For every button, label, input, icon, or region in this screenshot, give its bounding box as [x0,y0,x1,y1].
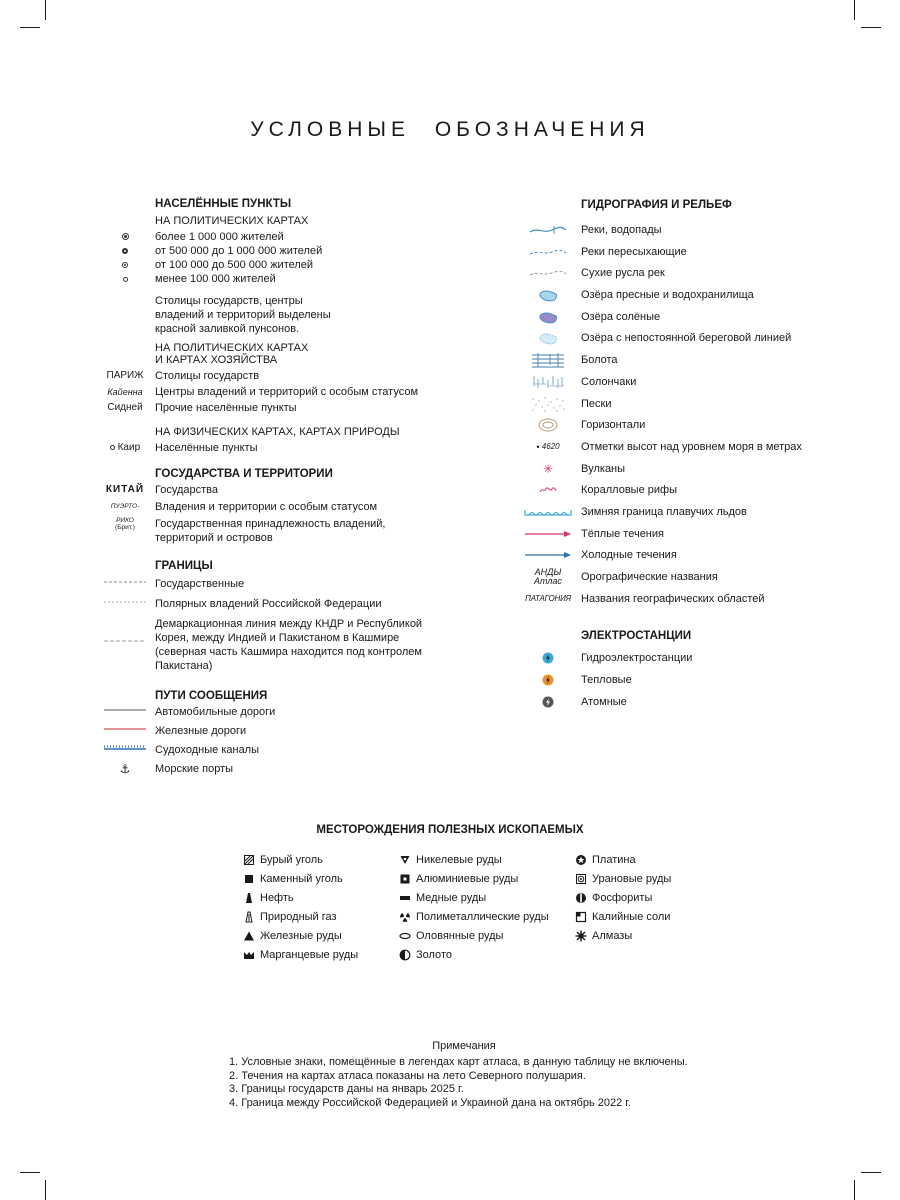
political-maps-heading: НА ПОЛИТИЧЕСКИХ КАРТАХ [155,215,309,227]
mineral-item: Нефть [243,891,358,910]
crop-mark [45,1180,46,1200]
capital-sample: ПАРИЖ [106,370,144,381]
political-econ-heading: НА ПОЛИТИЧЕСКИХ КАРТАХ И КАРТАХ ХОЗЯЙСТВА [155,342,309,366]
salt-marsh-icon [524,375,572,389]
physical-city-sample: Каир [103,441,147,455]
road-icon [103,705,147,719]
mineral-item: Марганцевые руды [243,948,358,967]
legend-item: ⚓ Морские порты [103,762,463,776]
legend-item: Озёра пресные и водохранилища [524,288,854,310]
legend-item: Судоходные каналы [103,743,463,757]
ice-limit-icon [524,505,572,519]
legend-item: Горизонтали [524,418,854,440]
mineral-item: Полиметаллические руды [399,910,549,929]
note-item: 1. Условные знаки, помещённые в легендах карт атласа, в данную таблицу не включены. [229,1056,688,1068]
river-icon [524,223,572,237]
borders-heading: ГРАНИЦЫ [155,560,213,572]
crop-mark [20,1172,40,1173]
legend-item: менее 100 000 жителей [103,272,463,286]
gold-icon [399,949,411,961]
platinum-icon [575,854,587,866]
intermittent-river-icon [524,245,572,259]
copper-ore-icon [399,892,411,904]
note-item: 4. Граница между Российской Федерацией и Украиной дана на октябрь 2022 г. [229,1096,631,1109]
legend-item: (Брит.) Государственная принадлежность владений, территорий и островов [103,517,463,545]
nickel-ore-icon [399,854,411,866]
other-city-sample: Сидней [107,402,143,413]
variable-lake-icon [524,331,572,345]
aluminium-ore-icon [399,873,411,885]
state-sample: КИТАЙ [105,484,145,495]
demarcation-line-icon [103,636,147,650]
natural-gas-icon [243,911,255,923]
legend-item: Пески [524,397,854,419]
city-500k-icon [103,244,147,258]
legend-item: КИТАЙ Государства [103,483,463,497]
thermal-plant-icon [524,673,572,687]
mineral-item: Алмазы [575,929,671,948]
legend-item: Гидроэлектростанции [524,651,854,673]
capitals-note: Столицы государств, центры владений и территорий выделены красной заливкой пунсонов. [155,295,331,335]
note-item: 2. Течения на картах атласа показаны на лето Северного полушария. [229,1069,586,1082]
uranium-ore-icon [575,873,587,885]
warm-current-icon [524,527,572,541]
legend-item: Кайенна Центры владений и территорий с особым статусом [103,385,463,399]
nuclear-plant-icon [524,695,572,709]
diamond-icon [575,930,587,942]
legend-right-column [524,198,854,716]
mineral-item: Железные руды [243,929,358,948]
coral-reef-icon [524,483,572,497]
legend-item: Тепловые [524,673,854,695]
potash-salt-icon [575,911,587,923]
legend-item: от 100 000 до 500 000 жителей [103,258,463,272]
legend-item: Каир Населённые пункты [103,441,463,455]
legend-item: ПАТАГОНИЯ Названия географических областей [525,592,765,605]
legend-item: более 1 000 000 жителей [103,230,463,244]
dry-riverbed-icon [524,266,572,280]
hydro-heading: ГИДРОГРАФИЯ И РЕЛЬЕФ [581,199,732,211]
mineral-item: Золото [399,948,549,967]
polymetallic-ore-icon [399,911,411,923]
legend-item: Зимняя граница плавучих льдов [524,505,854,527]
hydro-plant-icon [524,651,572,665]
polar-border-icon [103,597,147,611]
legend-item: Атомные [524,695,854,717]
states-heading: ГОСУДАРСТВА И ТЕРРИТОРИИ [155,468,333,480]
affiliation-sample: (Брит.) [115,524,135,531]
minerals-heading: МЕСТОРОЖДЕНИЯ ПОЛЕЗНЫХ ИСКОПАЕМЫХ [316,824,584,836]
sand-icon [524,397,572,411]
minerals-column-1 [243,853,358,967]
mineral-item: Фосфориты [575,891,671,910]
volcano-icon: ✳ [542,461,554,476]
state-border-icon [103,577,147,591]
notes [229,1040,749,1110]
region-sample: ПАТАГОНИЯ [525,593,571,603]
notes-heading: Примечания [432,1040,496,1052]
legend-item: ПАРИЖ Столицы государств [103,369,463,383]
oil-icon [243,892,255,904]
tin-ore-icon [399,930,411,942]
mineral-item: Алюминиевые руды [399,872,549,891]
legend-item: Автомобильные дороги [103,705,463,719]
minerals-column-2 [399,853,549,967]
page-title: УСЛОВНЫЕ ОБОЗНАЧЕНИЯ [250,118,650,141]
hard-coal-icon [243,873,255,885]
legend-item: • 4620 Отметки высот над уровнем моря в метрах [524,440,854,462]
legend-item: Сухие русла рек [524,266,854,288]
settlements-heading: НАСЕЛЁННЫЕ ПУНКТЫ [155,198,292,210]
phosphorite-icon [575,892,587,904]
power-heading: ЭЛЕКТРОСТАНЦИИ [581,630,692,643]
legend-item: Тёплые течения [524,527,854,549]
crop-mark [45,0,46,20]
brown-coal-icon [243,854,255,866]
territory-center-sample: Кайенна [107,387,143,397]
cold-current-icon [524,548,572,562]
elevation-mark: • 4620 [536,441,560,452]
crop-mark [861,27,881,28]
mineral-item: Платина [575,853,671,872]
crop-mark [20,27,40,28]
legend-item: Солончаки [524,375,854,397]
legend-item: Болота [524,353,854,375]
legend-item: Железные дороги [103,724,463,738]
legend-item: Озёра с непостоянной береговой линией [524,331,854,353]
legend-item: Коралловые рифы [524,483,854,505]
city-1m-icon [103,230,147,244]
legend-item: АНДЫ Атлас Орографические названия [524,570,854,592]
crop-mark [854,0,855,20]
physical-maps-heading: НА ФИЗИЧЕСКИХ КАРТАХ, КАРТАХ ПРИРОДЫ [155,426,400,438]
mineral-item: Никелевые руды [399,853,549,872]
mineral-item: Бурый уголь [243,853,358,872]
territory-sample: ПУЭРТО-РИКО [110,503,140,524]
city-small-icon [103,272,147,286]
legend-item: Сидней Прочие населённые пункты [103,401,463,415]
legend-item: Озёра солёные [524,310,854,332]
legend-item: от 500 000 до 1 000 000 жителей [103,244,463,258]
canal-icon [103,743,147,757]
minerals-column-3 [575,853,671,948]
routes-heading: ПУТИ СООБЩЕНИЯ [155,690,268,702]
railway-icon [103,724,147,738]
legend-item: Реки, водопады [524,223,854,245]
crop-mark [861,1172,881,1173]
legend-item: Полярных владений Российской Федерации [103,597,463,611]
legend-item: ✳ Вулканы [524,462,854,484]
legend-left-column [103,197,463,776]
legend-item: Государственные [103,577,463,591]
mineral-item: Природный газ [243,910,358,929]
legend-item: Холодные течения [524,548,854,570]
legend-item: Реки пересыхающие [524,245,854,267]
orographic-sample: АНДЫ Атлас [534,567,562,586]
legend-item: ПУЭРТО-РИКО Владения и территории с особым статусом [103,500,463,514]
crop-mark [854,1180,855,1200]
mineral-item: Урановые руды [575,872,671,891]
mineral-item: Каменный уголь [243,872,358,891]
freshwater-lake-icon [524,288,572,302]
swamp-icon [524,353,572,367]
city-100k-icon [103,258,147,272]
legend-item: Демаркационная линия между КНДР и Республикой Корея, между Индией и Пакистаном в Кашмире (северная часть Кашмира находится под контролем Пакистана) [103,617,463,673]
anchor-icon: ⚓ [119,762,131,776]
mineral-item: Медные руды [399,891,549,910]
note-item: 3. Границы государств даны на январь 2025 г. [229,1083,464,1095]
mineral-item: Калийные соли [575,910,671,929]
iron-ore-icon [243,930,255,942]
manganese-ore-icon [243,949,255,961]
mineral-item: Оловянные руды [399,929,549,948]
salt-lake-icon [524,310,572,324]
contour-icon [524,418,572,432]
